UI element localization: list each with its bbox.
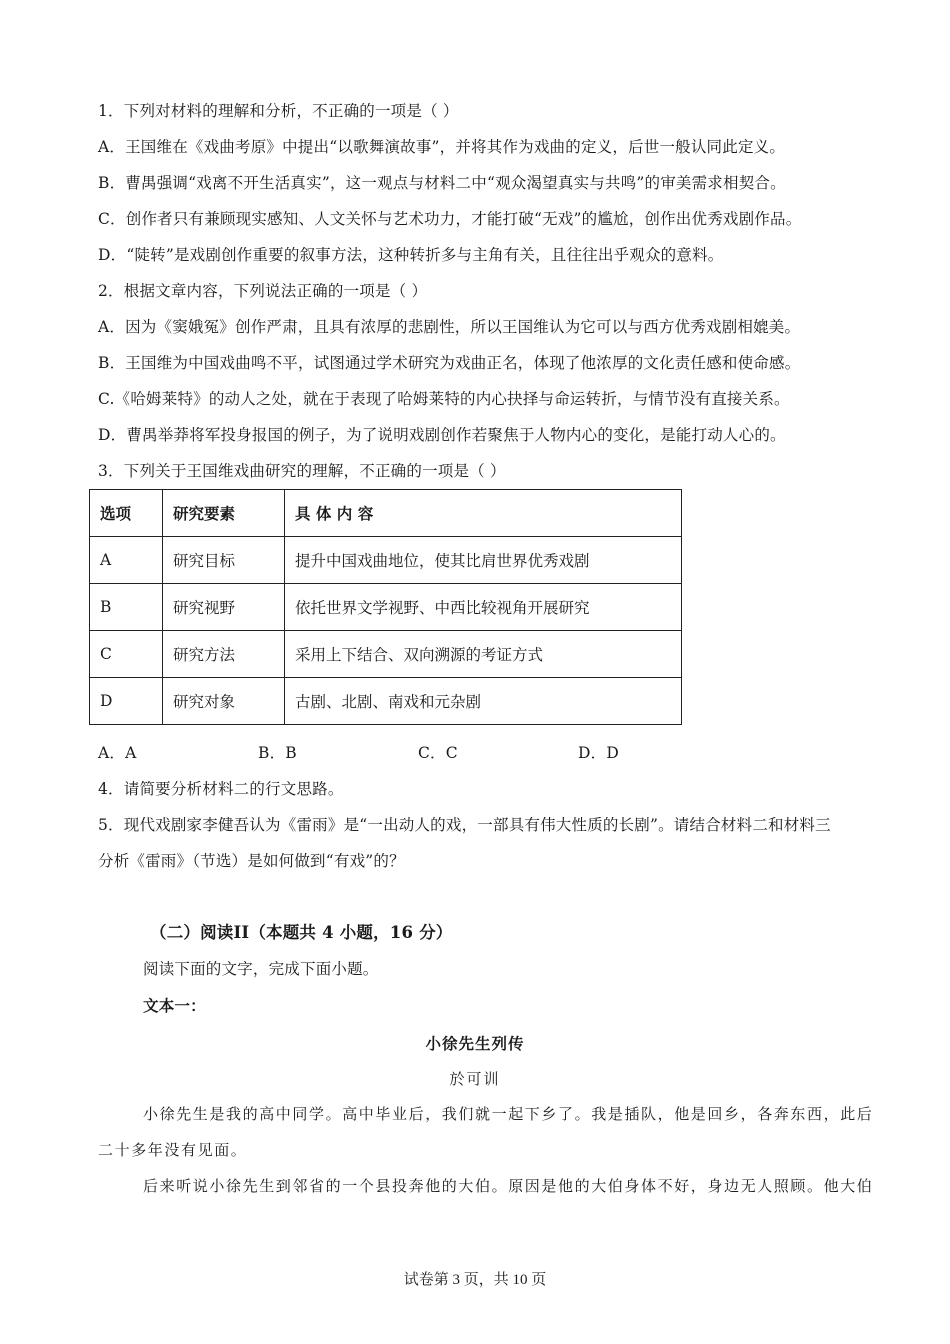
- essay-title: 小徐先生列传: [425, 1034, 525, 1053]
- table-cell: 古剧、北剧、南戏和元杂剧: [285, 678, 682, 725]
- section-heading: （二）阅读II（本题共 4 小题，16 分）: [150, 923, 453, 942]
- page-footer: 试卷第 3 页，共 10 页: [403, 1272, 547, 1288]
- table-cell: 研究目标: [163, 537, 285, 584]
- table-cell: 研究对象: [163, 678, 285, 725]
- q2-option-b: B．王国维为中国戏曲鸣不平，试图通过学术研究为戏曲正名，体现了他浓厚的文化责任感和使命感。: [98, 354, 801, 372]
- q5-stem-line2: 分析《雷雨》（节选）是如何做到“有戏”的？: [98, 852, 405, 870]
- q1-stem: 1．下列对材料的理解和分析，不正确的一项是（ ）: [98, 102, 459, 120]
- q3-stem: 3．下列关于王国维戏曲研究的理解，不正确的一项是（ ）: [98, 462, 506, 480]
- table-row: [90, 537, 682, 584]
- table-row: [90, 631, 682, 678]
- table-header-cell: 具 体 内 容: [285, 490, 682, 537]
- q3-answer-c: C．C: [418, 744, 458, 762]
- table-cell: 依托世界文学视野、中西比较视角开展研究: [285, 584, 682, 631]
- q1-option-a: A．王国维在《戏曲考原》中提出“以歌舞演故事”，并将其作为戏曲的定义，后世一般认同此定义。: [98, 138, 786, 156]
- section-instruction: 阅读下面的文字，完成下面小题。: [143, 960, 379, 978]
- q1-option-b: B．曹禺强调“戏离不开生活真实”，这一观点与材料二中“观众渴望真实与共鸣”的审美需求相契合。: [98, 174, 786, 192]
- q2-option-d: D．曹禺举莽将军投身报国的例子，为了说明戏剧创作若聚焦于人物内心的变化，是能打动人心的。: [98, 426, 786, 444]
- q2-option-c: C.《哈姆莱特》的动人之处，就在于表现了哈姆莱特的内心抉择与命运转折，与情节没有直接关系。: [98, 390, 790, 408]
- q2-stem: 2．根据文章内容，下列说法正确的一项是（ ）: [98, 282, 428, 300]
- essay-para1-line1: 小徐先生是我的高中同学。高中毕业后，我们就一起下乡了。我是插队，他是回乡，各奔东西，此后: [143, 1105, 874, 1123]
- q3-answer-d: D．D: [578, 744, 619, 762]
- q1-option-d: D．“陡转”是戏剧创作重要的叙事方法，这种转折多与主角有关，且往往出乎观众的意料。: [98, 246, 724, 264]
- table-cell: C: [90, 631, 163, 678]
- q3-answer-choices: [98, 743, 738, 763]
- essay-author: 於可训: [449, 1070, 501, 1088]
- q3-table: [89, 489, 682, 725]
- table-cell: 采用上下结合、双向溯源的考证方式: [285, 631, 682, 678]
- table-cell: A: [90, 537, 163, 584]
- table-header-cell: 研究要素: [163, 490, 285, 537]
- q2-option-a: A．因为《窦娥冤》创作严肃，且具有浓厚的悲剧性，所以王国维认为它可以与西方优秀戏剧相媲美。: [98, 318, 801, 336]
- essay-para1-line2: 二十多年没有见面。: [98, 1141, 248, 1159]
- table-row: [90, 584, 682, 631]
- q1-option-c: C．创作者只有兼顾现实感知、人文关怀与艺术功力，才能打破“无戏”的尴尬，创作出优秀戏剧作品。: [98, 210, 802, 228]
- table-row: [90, 678, 682, 725]
- text-label: 文本一：: [143, 996, 206, 1015]
- table-cell: B: [90, 584, 163, 631]
- table-cell: 研究视野: [163, 584, 285, 631]
- q4-stem: 4．请简要分析材料二的行文思路。: [98, 780, 344, 798]
- essay-para2-line1: 后来听说小徐先生到邻省的一个县投奔他的大伯。原因是他的大伯身体不好，身边无人照顾。他大伯: [143, 1177, 874, 1195]
- table-header-cell: 选项: [90, 490, 163, 537]
- q3-answer-b: B．B: [258, 744, 297, 762]
- table-header-row: [90, 490, 682, 537]
- q5-stem-line1: 5．现代戏剧家李健吾认为《雷雨》是“一出动人的戏，一部具有伟大性质的长剧”。请结合材料二和材料三: [98, 816, 831, 834]
- table-cell: D: [90, 678, 163, 725]
- table-cell: 研究方法: [163, 631, 285, 678]
- table-cell: 提升中国戏曲地位，使其比肩世界优秀戏剧: [285, 537, 682, 584]
- q3-answer-a: A．A: [98, 744, 137, 762]
